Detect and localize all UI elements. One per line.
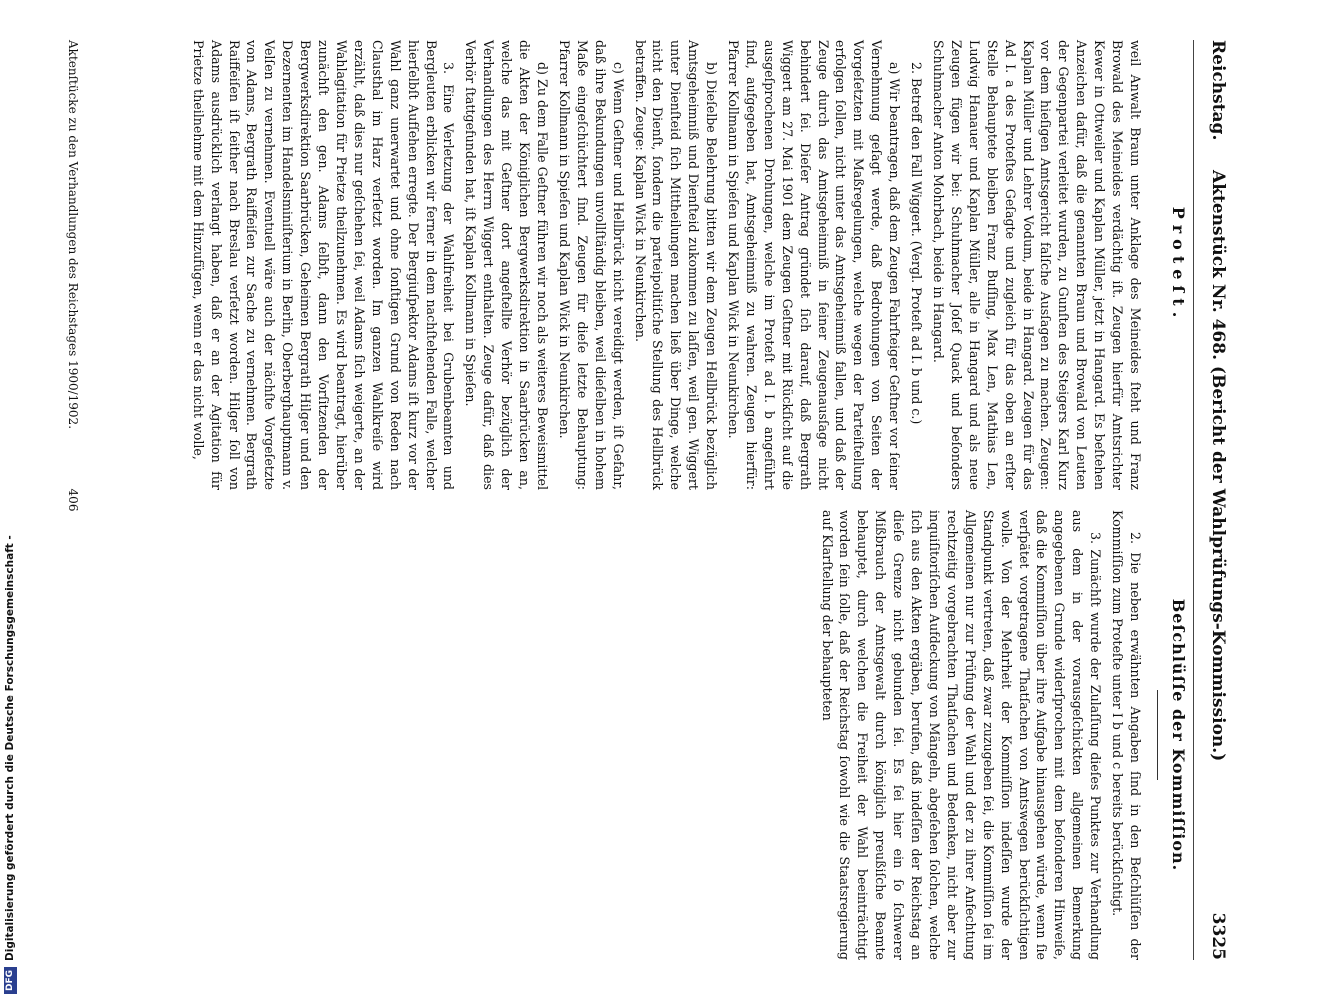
right-title-rule — [1157, 690, 1158, 780]
dfg-logo: DFG — [4, 967, 17, 994]
left-paragraph: c) Wenn Geſtner und Hellbrück nicht vereidigt werden, iſt Gefahr, daß ihre Bekundungen unvollſtändig bleiben, weil dieſelben in hohem Maße eingeſchüchtert ſind. Zeugen für dieſe letzte Behauptung: Pfarrer Kollmann in Spieſen und Kaplan Wick in Neunkirchen. — [556, 40, 626, 490]
page-header — [1202, 40, 1232, 960]
left-paragraph: d) Zu dem Falle Geſtner führen wir noch als weiteres Beweismittel die Akten der Königlichen Bergwerksdirektion in Saarbrücken an, welche das mit Geſtner dort angeſtellte Verhör bezüglich der Verhandlungen des Herrn Wiggert enthalten. Zeuge dafür, daß dies Verhör ſtattgefunden hat, iſt Kaplan Kollmann in Spieſen. — [463, 40, 550, 490]
left-paragraph: 3. Eine Verletzung der Wahlfreiheit bei Grubenbeamten und Bergleuten erblicken wir ferner in dem nachſtehenden Falle, welcher hierſelbſt Aufſehen erregte. Der Bergiuſpektor Adams iſt kurz vor der Wahl ganz unerwartet und ohne ſonſtigen Grund von Reden nach Clausthal im Harz verſetzt worden. Im ganzen Wahlkreiſe wird erzählt, daß dies nur geſchehen ſei, weil Adams ſich weigerte, an der Wahlagitation für Prietze theilzunehmen. Es wird beantragt, hierüber zunächſt den gen. Adams ſelbſt, dann den Vorſitzenden der Bergwerksdirektion Saarbrücken, Geheimen Bergrath Hilger und den Dezernenten im Handelsminiſterium in Berlin, Oberberghauptmann v. Velſen zu vernehmen. Eventuell wäre auch der nächſte Vorgeſetzte von Adams, Bergrath Raiffeiſen zur Sache zu vernehmen. Bergrath Raiffeiſen iſt ſeither nach Breslau verſetzt worden. Hilger ſoll von Adams ausdrücklich verlangt haben, daß er an der Agitation für Prietze theilnehme mit dem Hinzufügen, wenn er das nicht wolle, — [190, 40, 457, 490]
digitization-credit — [0, 0, 20, 1000]
left-column-title: Proteſt. — [1169, 206, 1188, 324]
left-paragraph: weil Anwalt Braun unter Anklage des Meineides ſteht und Franz Browald des Meineides verdächtig iſt. Zeugen hierfür Amtsrichter Kewer in Ottweiler und Kaplan Müller, jetzt in Hangard. Es beſtehen Anzeichen dafür, daß die genannten Braun und Browald von Leuten der Gegenpartei verleitet wurden, zu Gunſten des Steigers Karl Kurz vor dem hieſigen Amtsgericht falſche Ausſagen zu machen. Zeugen: Kaplan Müller und Lehrer Vodum, beide in Hangard. Zeugen für das Ad I. a des Proteſtes Geſagte und zugleich für das oben an erſter Stelle Behauptete bleiben Franz Buſſing, Max Len, Mathias Len, Ludwig Hanauer und Kaplan Müller, alle in Hangard und als neue Zeugen fügen wir bei: Schuhmacher Joſef Quack und beſonders Schuhmacher Anton Mohrbach, beide in Hangard. — [931, 40, 1143, 490]
left-paragraph: a) Wir beantragen, daß dem Zeugen Fahrſteiger Geſtner vor ſeiner Vernehmung geſagt werde, daß Bedrohungen von Seiten der Vorgeſetzten mit Maßregelungen, welche wegen der Parteiſtellung erfolgen ſollen, nicht unter das Amtsgeheimniß fallen, und daß der Zeuge durch das Amtsgeheimniß in ſeiner Zeugenausſage nicht behindert ſei. Dieſer Antrag gründet ſich darauf, daß Bergrath Wiggert am 27. Mai 1901 dem Zeugen Geſtner mit Rückſicht auf die ausgeſprochenen Drohungen, welche im Proteſt ad I. b angeführt ſind, aufgegeben hat, Amtsgeheimniß zu wahren. Zeugen hierfür: Pfarrer Kollmann in Spieſen und Kaplan Wick in Neunkirchen. — [726, 40, 903, 490]
left-paragraph: 2. Betreff den Fall Wiggert. (Vergl. Proteſt ad I. b und c.) — [909, 62, 925, 425]
right-paragraph: 3. Zunächſt wurde der Zulaſſung dieſes Punktes zur Verhandlung aus dem in der vorausgeſchickten allgemeinen Bemerkung angegebenen Grunde widerſprochen mit dem beſonderen Hinweiſe, daß die Kommiſſion über ihre Aufgabe hinausgehen würde, wenn ſie verſpätet vorgetragene Thatſachen von Amtswegen berückſichtigen wolle. Von der Mehrheit der Kommiſſion indeſſen wurde der Standpunkt vertreten, daß zwar zuzugeben ſei, die Kommiſſion ſei im Allgemeinen nur zur Prüfung der Wahl und der zu ihrer Anfechtung rechtzeitig vorgebrachten Thatſachen und Bedenken, nicht aber zur inquiſitoriſchen Aufdeckung von Mängeln, abgeſehen ſolchen, welche ſich aus den Akten ergäben, berufen, daß indeſſen der Reichstag an dieſe Grenze nicht gebunden ſei. Es ſei hier ein ſo ſchwerer Mißbrauch der Amtsgewalt durch königlich preußiſche Beamte behauptet, durch welchen die Freiheit der Wahl beeinträchtigt worden ſein ſolle, daß der Reichstag ſowohl wie die Staatsregierung auf Klarſtellung der behaupteten — [819, 510, 1104, 960]
header-left: Reichstag. — [1208, 40, 1228, 141]
right-column — [814, 510, 1144, 960]
header-page-number: 3325 — [1208, 912, 1228, 960]
right-paragraph: 2. Die neben erwähnten Angaben ſind in den Beſchlüſſen der Kommiſſion zum Proteſte unter I b und c bereits berückſichtigt. — [1110, 510, 1143, 960]
header-title: Aktenstück Nr. 468. (Bericht der Wahlprüfungs-Kommission.) — [1208, 170, 1228, 762]
left-column — [185, 40, 1144, 490]
footer-source: Aktenſtücke zu den Verhandlungen des Reichstages 1900/1902. — [66, 40, 80, 430]
header-rule — [1193, 40, 1194, 960]
digitization-credit-text: Digitalisierung gefördert durch die Deutsche Forschungsgemeinschaft - — [4, 535, 16, 961]
left-paragraph: b) Dieſelbe Belehrung bitten wir dem Zeugen Hellbrück bezüglich Amtsgeheimniß und Dienſteid zukommen zu laſſen, weil gen. Wiggert unter Dienſteid ſich Mittheilungen machen ließ über Dinge, welche nicht den Dienſt, ſondern die parteipolitiſche Stellung des Hellbrück betraffen. Zeuge: Kaplan Wick in Neunkirchen. — [632, 40, 720, 490]
footer-page-number: 406 — [66, 488, 80, 512]
right-column-title: Beſchlüſſe der Kommiſſion. — [1169, 598, 1188, 872]
